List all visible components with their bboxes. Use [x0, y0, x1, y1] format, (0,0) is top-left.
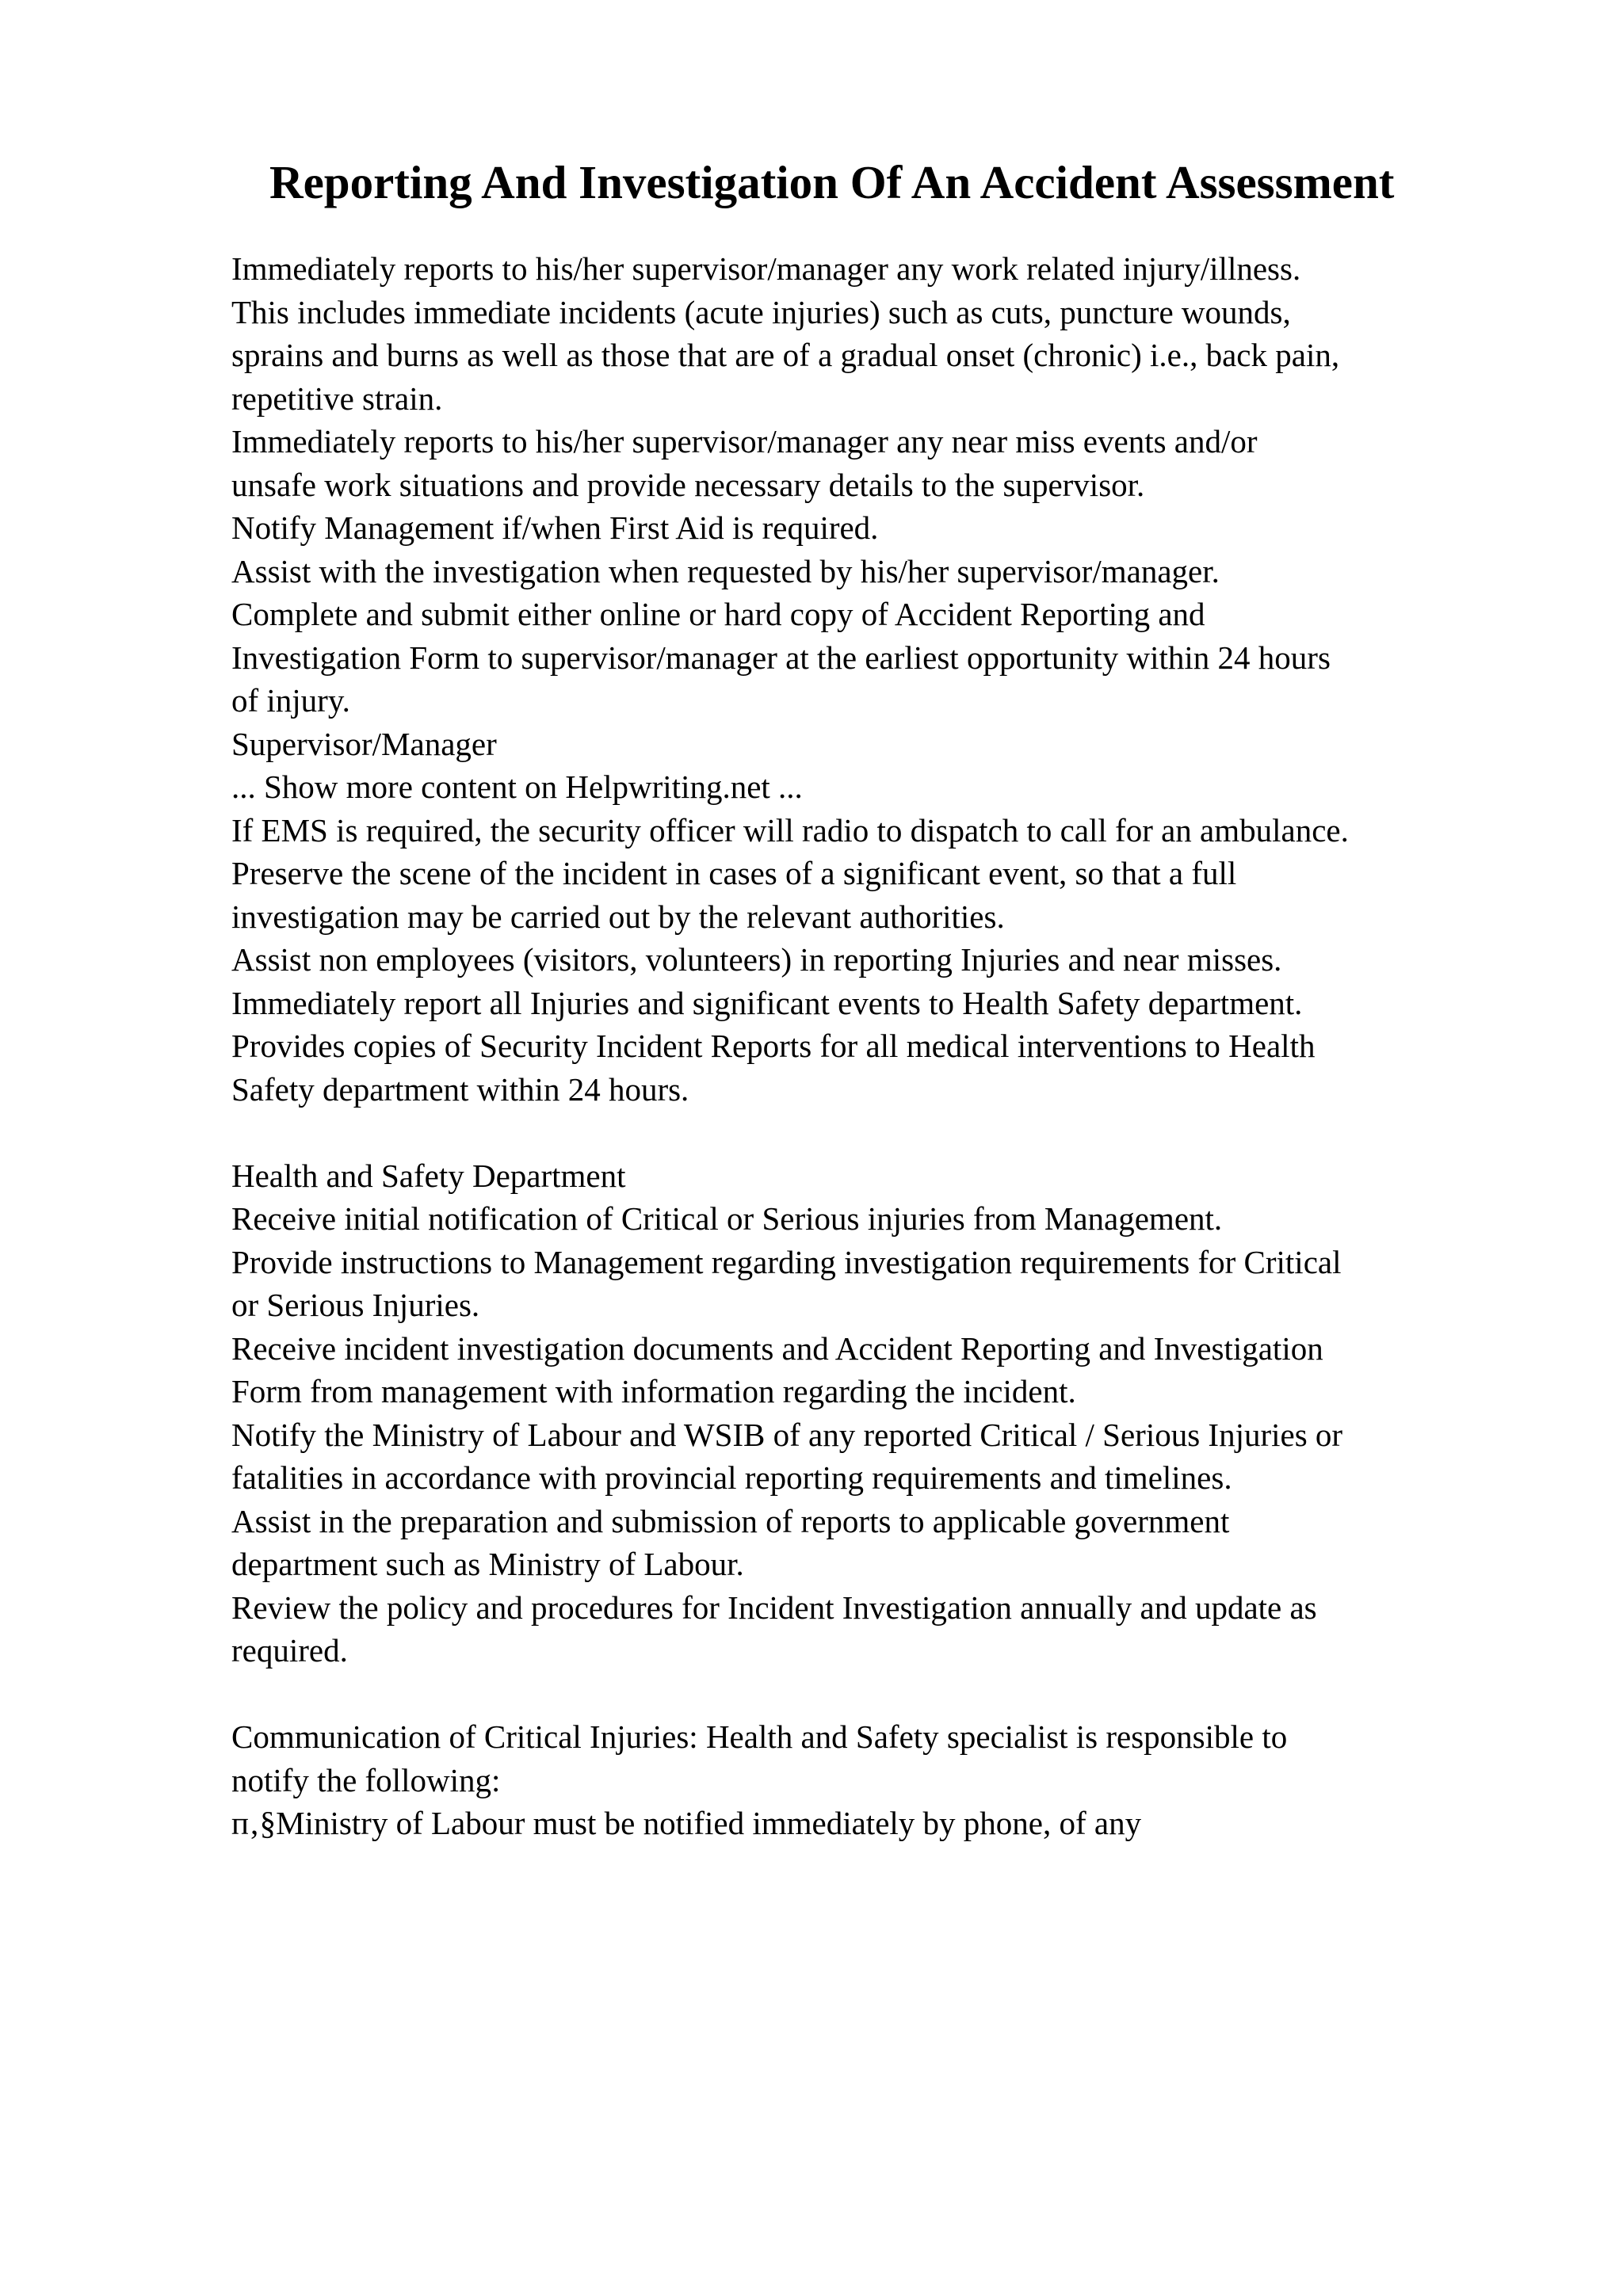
- body-line: Supervisor/Manager: [231, 725, 497, 762]
- body-line: Communication of Critical Injuries: Health and Safety specialist is responsible to: [231, 1718, 1288, 1755]
- body-line: Provides copies of Security Incident Reports for all medical interventions to Health: [231, 1028, 1316, 1064]
- blank-line: [231, 1672, 1594, 1716]
- body-line: Preserve the scene of the incident in cases of a significant event, so that a full: [231, 855, 1237, 891]
- body-line: Immediately report all Injuries and significant events to Health Safety department.: [231, 984, 1303, 1021]
- body-line: Form from management with information regarding the incident.: [231, 1373, 1076, 1409]
- document-title: Reporting And Investigation Of An Accident Assessment: [269, 156, 1395, 208]
- body-line: Assist non employees (visitors, volunteers) in reporting Injuries and near misses.: [231, 941, 1282, 978]
- body-line: This includes immediate incidents (acute injuries) such as cuts, puncture wounds,: [231, 293, 1291, 330]
- body-line: Provide instructions to Management regarding investigation requirements for Critical: [231, 1243, 1342, 1280]
- body-line: Receive incident investigation documents and Accident Reporting and Investigation: [231, 1329, 1323, 1367]
- body-line: Safety department within 24 hours.: [231, 1070, 689, 1108]
- body-line: Immediately reports to his/her supervisor/manager any near miss events and/or: [231, 423, 1258, 460]
- body-line: required.: [231, 1632, 348, 1669]
- body-line: Complete and submit either online or hard copy of Accident Reporting and: [231, 596, 1205, 632]
- body-line: Assist with the investigation when requested by his/her supervisor/manager.: [231, 552, 1220, 589]
- document-body: [231, 247, 1594, 1845]
- body-line: department such as Ministry of Labour.: [231, 1546, 744, 1582]
- body-line: Notify Management if/when First Aid is required.: [231, 509, 879, 546]
- body-line: ... Show more content on Helpwriting.net ...: [231, 769, 803, 805]
- body-line: Immediately reports to his/her supervisor/manager any work related injury/illness.: [231, 250, 1301, 287]
- body-line: Receive initial notification of Critical or Serious injuries from Management.: [231, 1200, 1223, 1237]
- body-line: fatalities in accordance with provincial reporting requirements and timelines.: [231, 1459, 1232, 1496]
- body-line: п‚§Ministry of Labour must be notified immediately by phone, of any: [231, 1805, 1142, 1841]
- body-line: Notify the Ministry of Labour and WSIB of any reported Critical / Serious Injuries or: [231, 1416, 1343, 1453]
- body-line: Review the policy and procedures for Incident Investigation annually and update as: [231, 1589, 1317, 1626]
- body-line: notify the following:: [231, 1761, 501, 1798]
- body-line: repetitive strain.: [231, 379, 443, 417]
- body-line: Health and Safety Department: [231, 1157, 626, 1194]
- blank-line: [231, 1111, 1594, 1154]
- body-line: of injury.: [231, 682, 350, 719]
- body-line: investigation may be carried out by the relevant authorities.: [231, 898, 1005, 935]
- body-line: or Serious Injuries.: [231, 1287, 480, 1323]
- body-line: unsafe work situations and provide necessary details to the supervisor.: [231, 466, 1145, 503]
- body-line: Investigation Form to supervisor/manager at the earliest opportunity within 24 hours: [231, 639, 1331, 676]
- body-line: sprains and burns as well as those that are of a gradual onset (chronic) i.e., back pain,: [231, 337, 1340, 373]
- body-line: Assist in the preparation and submission of reports to applicable government: [231, 1502, 1230, 1539]
- body-line: If EMS is required, the security officer will radio to dispatch to call for an ambulance.: [231, 811, 1349, 849]
